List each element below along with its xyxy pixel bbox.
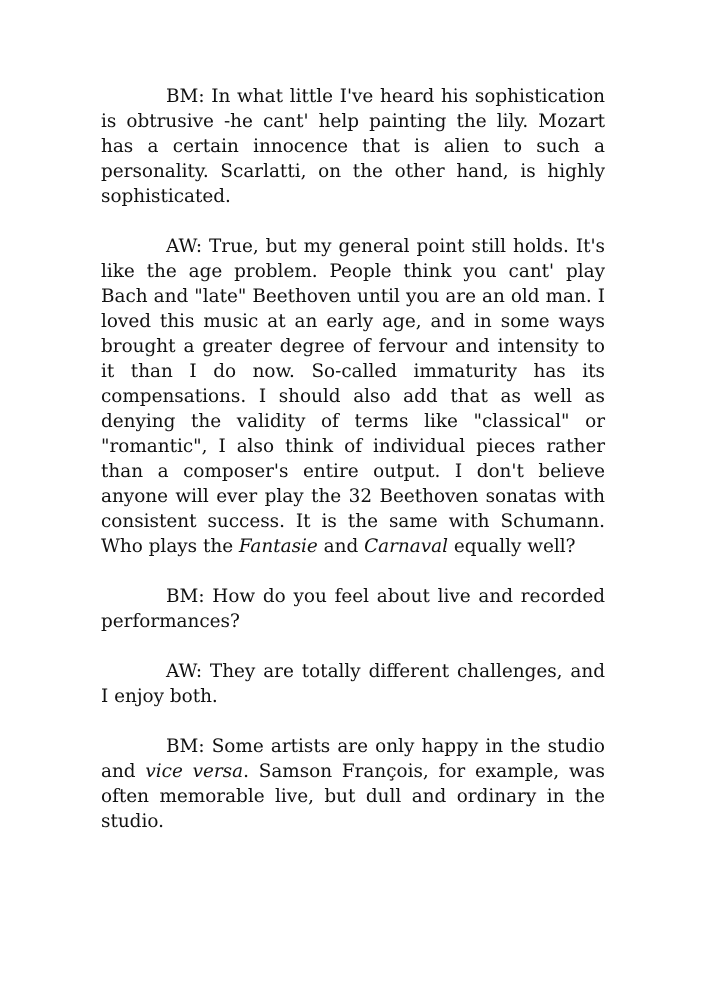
paragraph-text: . Samson François, for example, was often memorable live, but dull and ordinary in the studio. bbox=[101, 761, 605, 832]
paragraph-aw-challenges bbox=[101, 659, 605, 709]
paragraph-text: and bbox=[317, 536, 365, 557]
italic-title-carnaval: Carnaval bbox=[364, 536, 448, 557]
italic-phrase-vice-versa: vice versa bbox=[145, 761, 244, 782]
italic-title-fantasie: Fantasie bbox=[238, 536, 318, 557]
paragraph-text: equally well? bbox=[447, 536, 576, 557]
paragraph-bm-studio bbox=[101, 734, 605, 834]
paragraph-text: BM: Some artists are only happy in the studio and bbox=[101, 736, 605, 782]
paragraph-aw-age-problem bbox=[101, 234, 605, 559]
document-page bbox=[101, 84, 605, 859]
paragraph-text: BM: In what little I've heard his sophistication is obtrusive -he cant' help painting the lily. Mozart has a certain innocence that is alien to such a personality. Scarlatti, on the other hand, is highly sophisticated. bbox=[101, 86, 605, 207]
paragraph-text: AW: True, but my general point still holds. It's like the age problem. People think you cant' play Bach and "late" Beethoven until you are an old man. I loved this music at an early age, and in some ways brought a greater degree of fervour and intensity to it than I do now. So-called immaturity has its compensations. I should also add that as well as denying the validity of terms like "classical" or "romantic", I also think of individual pieces rather than a composer's entire output. I don't believe anyone will ever play the 32 Beethoven sonatas with consistent success. It is the same with Schumann. Who plays the bbox=[101, 236, 605, 557]
paragraph-text: BM: How do you feel about live and recorded performances? bbox=[101, 586, 605, 632]
paragraph-bm-sophistication bbox=[101, 84, 605, 209]
paragraph-text: AW: They are totally different challenges, and I enjoy both. bbox=[101, 661, 605, 707]
paragraph-bm-live-recorded bbox=[101, 584, 605, 634]
